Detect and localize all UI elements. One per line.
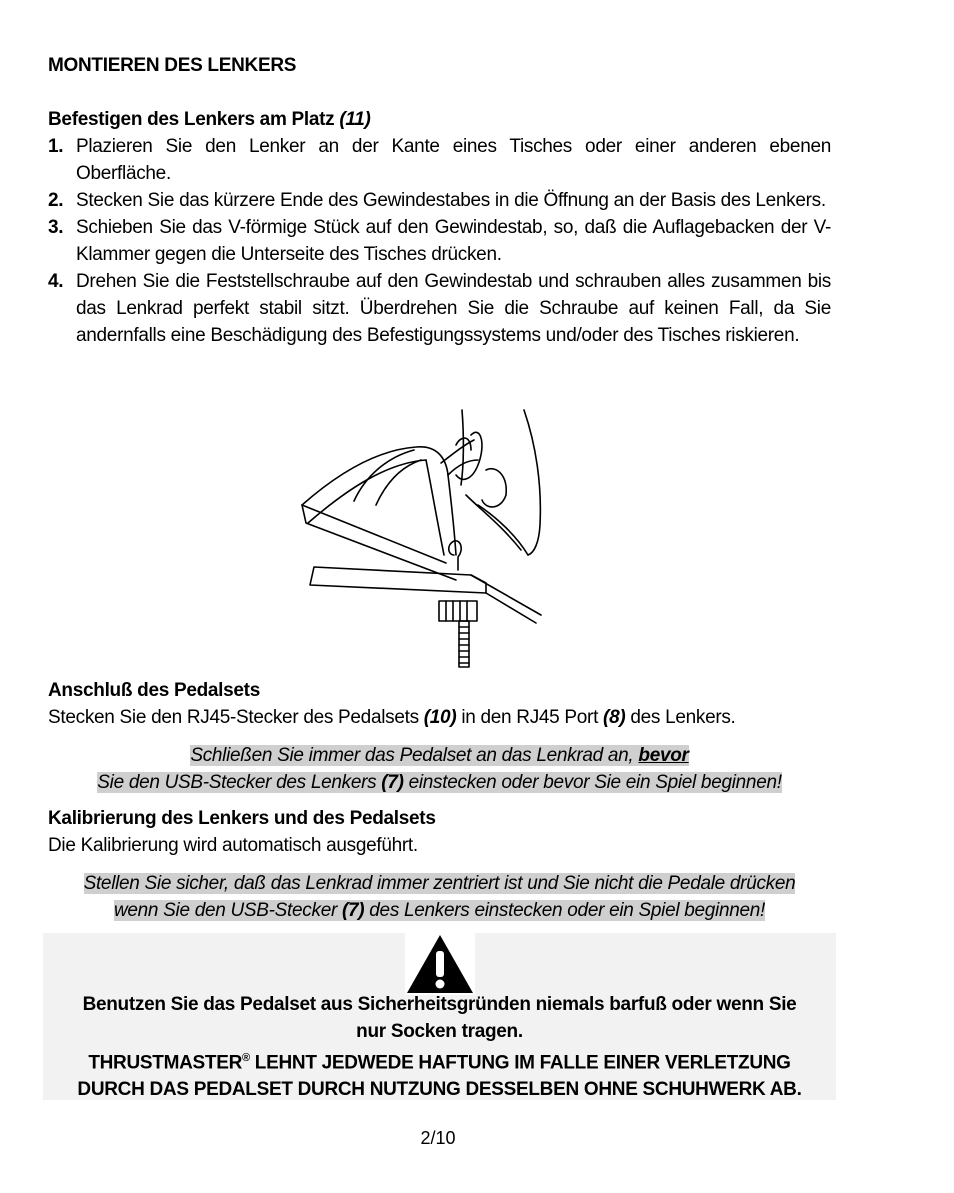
step-text: Stecken Sie das kürzere Ende des Gewindestabes in die Öffnung an der Basis des Lenkers.	[76, 190, 826, 211]
note-text: Schließen Sie immer das Pedalset an das Lenkrad an,	[190, 745, 639, 766]
step-number: 2.	[48, 190, 64, 211]
safety-warning-box	[43, 933, 836, 1100]
list-item	[48, 268, 831, 349]
list-item	[48, 187, 831, 214]
paragraph-text: Stecken Sie den RJ45-Stecker des Pedalsets	[48, 707, 424, 728]
note-line-2	[114, 900, 765, 921]
step-number: 4.	[48, 271, 64, 292]
note-text: einstecken oder bevor Sie ein Spiel beginnen!	[403, 772, 782, 793]
step-text: Drehen Sie die Feststellschraube auf den Gewindestab und schrauben alles zusammen bis das Lenkrad perfekt stabil sitzt. Überdrehen Sie die Schraube auf keinen Fall, da Sie andernfalls eine Beschädigung des Befestigungssystems und/oder des Tisches riskieren.	[76, 271, 831, 346]
paragraph-text: in den RJ45 Port	[456, 707, 604, 728]
calibration-paragraph: Die Kalibrierung wird automatisch ausgeführt.	[48, 835, 418, 856]
page-title: MONTIEREN DES LENKERS	[48, 55, 297, 76]
section-heading-mounting	[48, 106, 371, 133]
note-text: Sie den USB-Stecker des Lenkers	[97, 772, 382, 793]
part-reference: (8)	[603, 707, 626, 728]
note-text: des Lenkers einstecken oder ein Spiel beginnen!	[364, 900, 766, 921]
pedals-paragraph	[48, 704, 848, 731]
part-reference: (7)	[341, 900, 365, 921]
part-reference: (7)	[381, 772, 404, 793]
page-number: 2/10	[420, 1128, 456, 1148]
paragraph-text: des Lenkers.	[625, 707, 736, 728]
warning-line-2: nur Socken tragen.	[356, 1021, 523, 1042]
note-line-1	[190, 745, 688, 766]
note-line-1: Stellen Sie sicher, daß das Lenkrad immer zentriert ist und Sie nicht die Pedale drücken	[83, 873, 796, 894]
mounting-clamp-illustration	[296, 405, 546, 673]
warning-text	[43, 991, 836, 1103]
calibration-note	[48, 870, 831, 924]
pedals-note	[48, 742, 831, 796]
warning-line-4: DURCH DAS PEDALSET DURCH NUTZUNG DESSELBEN OHNE SCHUHWERK AB.	[77, 1079, 802, 1101]
registered-mark: ®	[242, 1052, 250, 1064]
figure-reference: (11)	[339, 109, 371, 130]
part-reference: (10)	[423, 707, 457, 728]
warning-text-segment: LEHNT JEDWEDE HAFTUNG IM FALLE EINER VERLETZUNG	[249, 1052, 791, 1074]
warning-line-3	[43, 1045, 836, 1076]
note-text: wenn Sie den USB-Stecker	[113, 900, 342, 921]
section-heading-text: Befestigen des Lenkers am Platz	[48, 109, 335, 130]
mounting-steps-list	[48, 133, 831, 349]
step-text: Plazieren Sie den Lenker an der Kante eines Tisches oder einer anderen ebenen Oberfläche.	[76, 136, 831, 184]
section-heading-pedals: Anschluß des Pedalsets	[48, 680, 260, 701]
step-number: 3.	[48, 217, 64, 238]
step-text: Schieben Sie das V-förmige Stück auf den Gewindestab, so, daß die Auflagebacken der V-Klammer gegen die Unterseite des Tisches drücken.	[76, 217, 831, 265]
section-heading-calibration: Kalibrierung des Lenkers und des Pedalsets	[48, 808, 436, 829]
list-item	[48, 133, 831, 187]
warning-icon-background	[405, 933, 475, 995]
note-emphasis: bevor	[638, 745, 689, 766]
note-line-2	[97, 772, 781, 793]
list-item	[48, 214, 831, 268]
warning-line-1: Benutzen Sie das Pedalset aus Sicherheitsgründen niemals barfuß oder wenn Sie	[82, 994, 797, 1015]
step-number: 1.	[48, 136, 64, 157]
warning-triangle-icon	[405, 933, 475, 995]
brand-name: THRUSTMASTER	[88, 1052, 242, 1074]
